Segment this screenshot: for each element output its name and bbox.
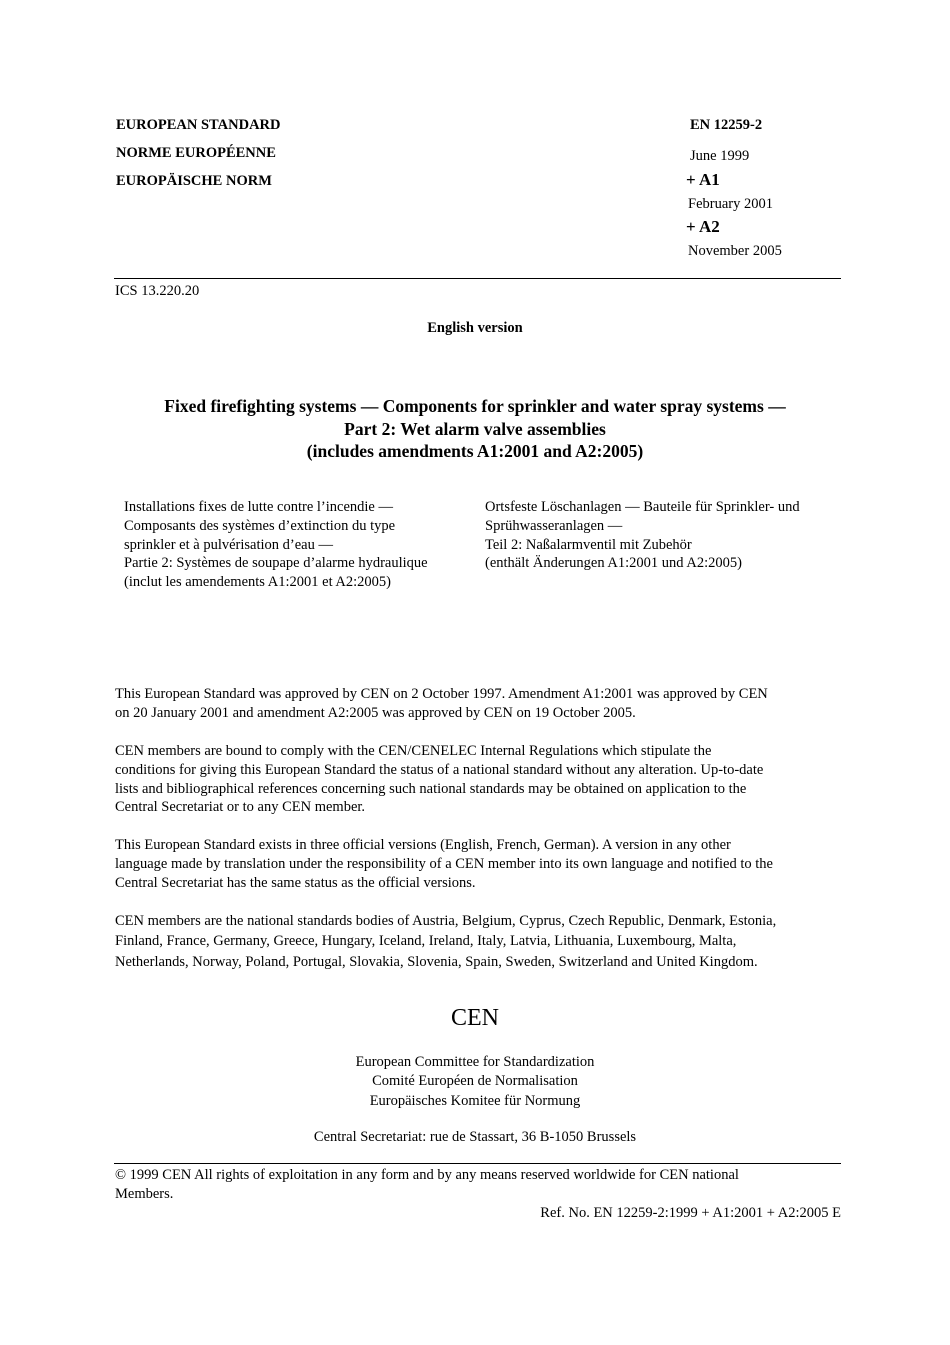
french-title-line: (inclut les amendements A1:2001 et A2:2005) [124,574,391,591]
secretariat-address: Central Secretariat: rue de Stassart, 36 B-1050 Brussels [313,1129,637,1145]
paragraph-line: This European Standard exists in three official versions (English, French, German). A version in any other [115,837,731,853]
german-title-line: Teil 2: Naßalarmventil mit Zubehör [485,536,692,553]
reference-number: Ref. No. EN 12259-2:1999 + A1:2001 + A2:2005 E [540,1205,841,1221]
members-obligation-paragraph [115,742,845,817]
paragraph-line: Finland, France, Germany, Greece, Hungary, Iceland, Ireland, Italy, Latvia, Lithuania, Luxembourg, Malta, [115,933,737,950]
organization-name-en: European Committee for Standardization [355,1054,595,1070]
amendment-2-date: November 2005 [688,243,782,259]
french-title-line: Partie 2: Systèmes de soupape d’alarme hydraulique [124,555,428,572]
french-title-line: Composants des systèmes d’extinction du type [124,517,396,534]
document-title [0,395,950,463]
amendment-2: + A2 [686,217,720,236]
copyright-line: © 1999 CEN All rights of exploitation in any form and by any means reserved worldwide for CEN national [115,1167,739,1183]
designation-en: EUROPEAN STANDARD [116,117,281,133]
paragraph-line: lists and bibliographical references concerning such national standards may be obtained on application to the [115,780,747,797]
publication-date: June 1999 [690,148,750,164]
paragraph-line: Central Secretariat or to any CEN member. [115,799,366,816]
header-rule [114,278,841,279]
copyright-line: Members. [115,1185,174,1202]
standard-number: EN 12259-2 [690,117,763,133]
cen-acronym: CEN [451,1005,499,1031]
designation-fr: NORME EUROPÉENNE [116,145,276,161]
paragraph-line: CEN members are bound to comply with the CEN/CENELEC Internal Regulations which stipulate the [115,743,712,759]
amendment-1-date: February 2001 [688,196,773,212]
designation-de: EUROPÄISCHE NORM [116,173,272,189]
amendment-1: + A1 [686,170,720,189]
paragraph-line: Netherlands, Norway, Poland, Portugal, Slovakia, Slovenia, Spain, Sweden, Switzerland and United Kingdom. [115,953,758,970]
german-title-line: Sprühwasseranlagen — [485,517,623,534]
german-title-line: Ortsfeste Löschanlagen — Bauteile für Sprinkler- und [485,499,800,515]
french-title-line: Installations fixes de lutte contre l’incendie — [124,499,393,515]
member-countries-paragraph [115,911,845,972]
german-title [485,498,800,573]
paragraph-line: on 20 January 2001 and amendment A2:2005 was approved by CEN on 19 October 2005. [115,704,636,721]
title-line: (includes amendments A1:2001 and A2:2005) [306,441,644,461]
official-versions-paragraph [115,836,845,892]
title-line: Fixed firefighting systems — Components for sprinkler and water spray systems — [164,396,786,416]
french-title [124,498,428,592]
organization-name-fr: Comité Européen de Normalisation [372,1073,578,1090]
organization-name-de: Europäisches Komitee für Normung [369,1092,581,1109]
paragraph-line: Central Secretariat has the same status as the official versions. [115,874,476,891]
organization-names [0,1053,950,1111]
paragraph-line: This European Standard was approved by CEN on 2 October 1997. Amendment A1:2001 was approved by CEN [115,686,768,702]
version-label: English version [427,320,523,336]
approval-paragraph [115,685,845,723]
paragraph-line: CEN members are the national standards bodies of Austria, Belgium, Cyprus, Czech Republic, Denmark, Estonia, [115,913,777,929]
paragraph-line: language made by translation under the responsibility of a CEN member into its own language and notified to the [115,855,773,872]
german-title-line: (enthält Änderungen A1:2001 und A2:2005) [485,555,742,572]
footer-rule [114,1163,841,1164]
ics-code: ICS 13.220.20 [115,283,200,299]
paragraph-line: conditions for giving this European Standard the status of a national standard without any alteration. Up-to-date [115,761,764,778]
french-title-line: sprinkler et à pulvérisation d’eau — [124,536,333,553]
title-line: Part 2: Wet alarm valve assemblies [344,418,606,439]
copyright-notice [115,1166,845,1204]
